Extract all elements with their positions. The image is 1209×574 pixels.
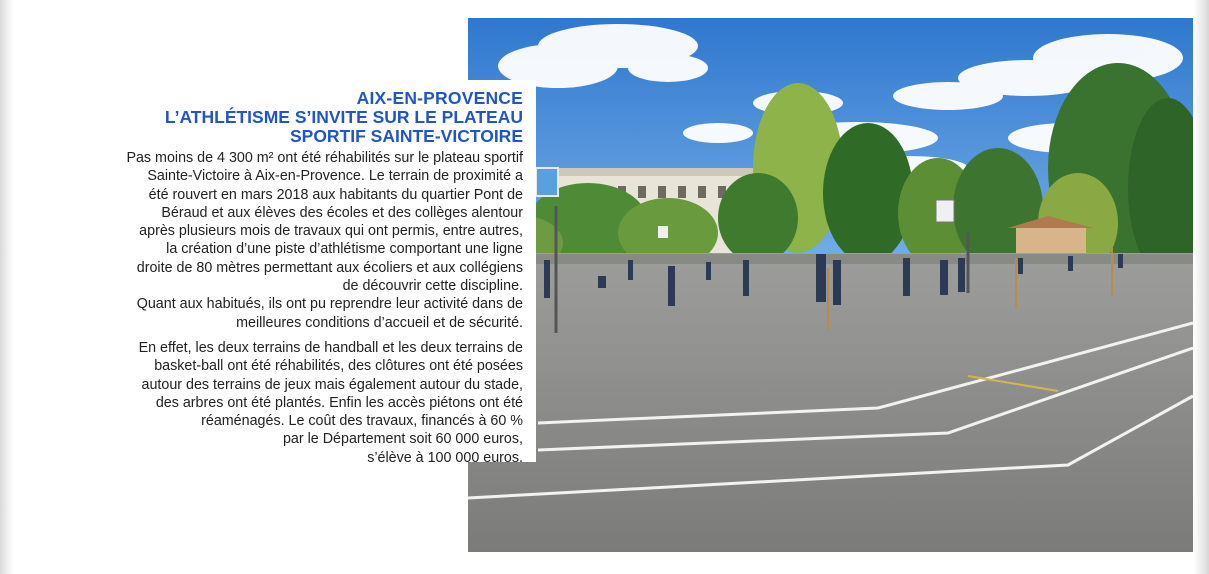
article-kicker: AIX-EN-PROVENCE xyxy=(356,88,523,108)
headline-line-1: L’ATHLÉTISME S’INVITE SUR LE PLATEAU xyxy=(164,107,523,127)
headline-line-2: SPORTIF SAINTE-VICTOIRE xyxy=(289,126,523,146)
body-line: Sainte-Victoire à Aix-en-Provence. Le terrain de proximité a xyxy=(147,168,523,185)
body-line: Quant aux habitués, ils ont pu reprendre leur activité dans de xyxy=(136,296,523,313)
body-line: meilleures conditions d’accueil et de sécurité. xyxy=(236,314,523,331)
body-line: par le Département soit 60 000 euros, xyxy=(282,431,523,448)
article-headline xyxy=(94,108,523,146)
body-line: été rouvert en mars 2018 aux habitants du quartier Pont de xyxy=(148,186,523,203)
article-body xyxy=(94,149,523,467)
body-line: basket-ball ont été réhabilités, des clôtures ont été posées xyxy=(154,358,523,375)
body-line: Pas moins de 4 300 m² ont été réhabilités sur le plateau sportif xyxy=(126,150,523,166)
sports-ground-photo xyxy=(468,18,1193,552)
body-line: En effet, les deux terrains de handball et les deux terrains de xyxy=(138,339,523,356)
scan-right-edge xyxy=(1193,0,1209,574)
body-line: la création d’une piste d’athlétisme comportant une ligne xyxy=(166,241,523,258)
article xyxy=(94,88,523,467)
body-line: des arbres ont été plantés. Enfin les accès piétons ont été xyxy=(155,394,523,411)
body-line: de découvrir cette discipline. xyxy=(342,278,523,295)
paragraph-1 xyxy=(94,149,523,332)
body-line: s’élève à 100 000 euros. xyxy=(367,449,523,466)
body-line: après plusieurs mois de travaux qui ont permis, entre autres, xyxy=(139,223,523,240)
body-line: autour des terrains de jeux mais également autour du stade, xyxy=(141,376,523,393)
scan-left-edge xyxy=(0,0,14,574)
body-line: droite de 80 mètres permettant aux écoliers et aux collégiens xyxy=(136,259,523,276)
body-line: Béraud et aux élèves des écoles et des collèges alentour xyxy=(161,204,523,221)
paragraph-2 xyxy=(94,339,523,467)
body-line: réaménagés. Le coût des travaux, financés à 60 % xyxy=(201,413,523,430)
